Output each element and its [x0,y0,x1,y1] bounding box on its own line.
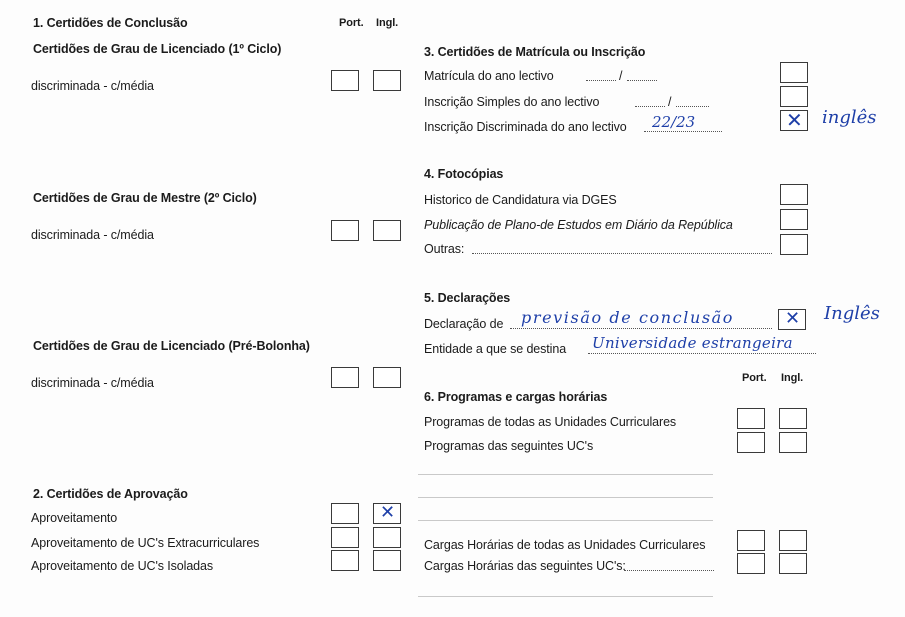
aproveitamento-label: Aproveitamento [31,511,118,525]
extra-ingl-checkbox[interactable] [373,527,401,548]
uc-line-1[interactable] [418,474,713,475]
matricula-year-end-field[interactable] [627,80,657,81]
outras-label: Outras: [424,242,465,256]
historico-dges-checkbox[interactable] [780,184,808,205]
aproveitamento-isoladas-label: Aproveitamento de UC's Isoladas [31,559,214,573]
licenciado-port-checkbox[interactable] [331,70,359,91]
inscricao-discriminada-year-handwritten: 22/23 [652,113,696,131]
cargas-seguintes-port-checkbox[interactable] [737,553,765,574]
mestre-ingl-checkbox[interactable] [373,220,401,241]
cargas-seguintes-field[interactable] [624,570,714,571]
aproveitamento-extra-label: Aproveitamento de UC's Extracurriculares [31,536,260,550]
ingl-col-header-right: Ingl. [781,372,804,384]
mestre-port-checkbox[interactable] [331,220,359,241]
programas-todas-port-checkbox[interactable] [737,408,765,429]
prebolonha-option: discriminada - c/média [31,376,154,390]
programas-seguintes-label: Programas das seguintes UC's [424,439,594,453]
programas-todas-label: Programas de todas as Unidades Curriculares [424,415,677,429]
licenciado-option: discriminada - c/média [31,79,154,93]
licenciado-title: Certidões de Grau de Licenciado (1º Ciclo) [33,42,282,56]
mestre-option: discriminada - c/média [31,228,154,242]
inscricao-simples-checkbox[interactable] [780,86,808,107]
inscricao-simples-year-end-field[interactable] [676,106,709,107]
entidade-value: Universidade estrangeira [592,334,793,352]
declaracao-note: Inglês [824,303,880,324]
declaracao-value: previsão de conclusão [521,308,735,327]
entidade-field[interactable] [588,353,816,354]
aproveitamento-ingl-check-mark: ✕ [380,502,396,523]
inscricao-discriminada-note: inglês [822,107,877,128]
extra-port-checkbox[interactable] [331,527,359,548]
licenciado-ingl-checkbox[interactable] [373,70,401,91]
declaracao-field[interactable] [510,328,772,329]
matricula-checkbox[interactable] [780,62,808,83]
cargas-todas-port-checkbox[interactable] [737,530,765,551]
uc-line-3[interactable] [418,520,713,521]
historico-dges-label: Historico de Candidatura via DGES [424,193,617,207]
inscricao-discriminada-label: Inscrição Discriminada do ano lectivo [424,120,627,134]
declaracao-check-mark: ✕ [785,308,801,329]
entidade-label: Entidade a que se destina [424,342,567,356]
section5-title: 5. Declarações [424,291,511,305]
programas-todas-ingl-checkbox[interactable] [779,408,807,429]
ingl-col-header: Ingl. [376,17,399,29]
cargas-seguintes-label: Cargas Horárias das seguintes UC's: [424,559,626,573]
prebolonha-port-checkbox[interactable] [331,367,359,388]
section2-title: 2. Certidões de Aprovação [33,487,188,501]
section6-title: 6. Programas e cargas horárias [424,390,608,404]
uc-line-2[interactable] [418,497,713,498]
inscricao-simples-year-start-field[interactable] [635,106,665,107]
declaracao-label: Declaração de [424,317,504,331]
uc-line-4[interactable] [418,596,713,597]
section1-title: 1. Certidões de Conclusão [33,16,188,30]
inscricao-discriminada-check-mark: ✕ [786,108,803,132]
section3-title: 3. Certidões de Matrícula ou Inscrição [424,45,646,59]
programas-seguintes-port-checkbox[interactable] [737,432,765,453]
cargas-todas-ingl-checkbox[interactable] [779,530,807,551]
prebolonha-title: Certidões de Grau de Licenciado (Pré-Bolonha) [33,339,310,353]
matricula-year-start-field[interactable] [586,80,616,81]
cargas-seguintes-ingl-checkbox[interactable] [779,553,807,574]
publicacao-plano-checkbox[interactable] [780,209,808,230]
section4-title: 4. Fotocópias [424,167,504,181]
matricula-slash: / [619,69,623,83]
cargas-todas-label: Cargas Horárias de todas as Unidades Curriculares [424,538,706,552]
isoladas-ingl-checkbox[interactable] [373,550,401,571]
matricula-label: Matrícula do ano lectivo [424,69,554,83]
inscricao-simples-slash: / [668,95,672,109]
aproveitamento-port-checkbox[interactable] [331,503,359,524]
programas-seguintes-ingl-checkbox[interactable] [779,432,807,453]
outras-checkbox[interactable] [780,234,808,255]
port-col-header-right: Port. [742,372,767,384]
outras-field[interactable] [472,253,772,254]
publicacao-plano-label: Publicação de Plano-de Estudos em Diário da República [424,218,733,232]
port-col-header: Port. [339,17,364,29]
inscricao-simples-label: Inscrição Simples do ano lectivo [424,95,600,109]
mestre-title: Certidões de Grau de Mestre (2º Ciclo) [33,191,257,205]
isoladas-port-checkbox[interactable] [331,550,359,571]
prebolonha-ingl-checkbox[interactable] [373,367,401,388]
